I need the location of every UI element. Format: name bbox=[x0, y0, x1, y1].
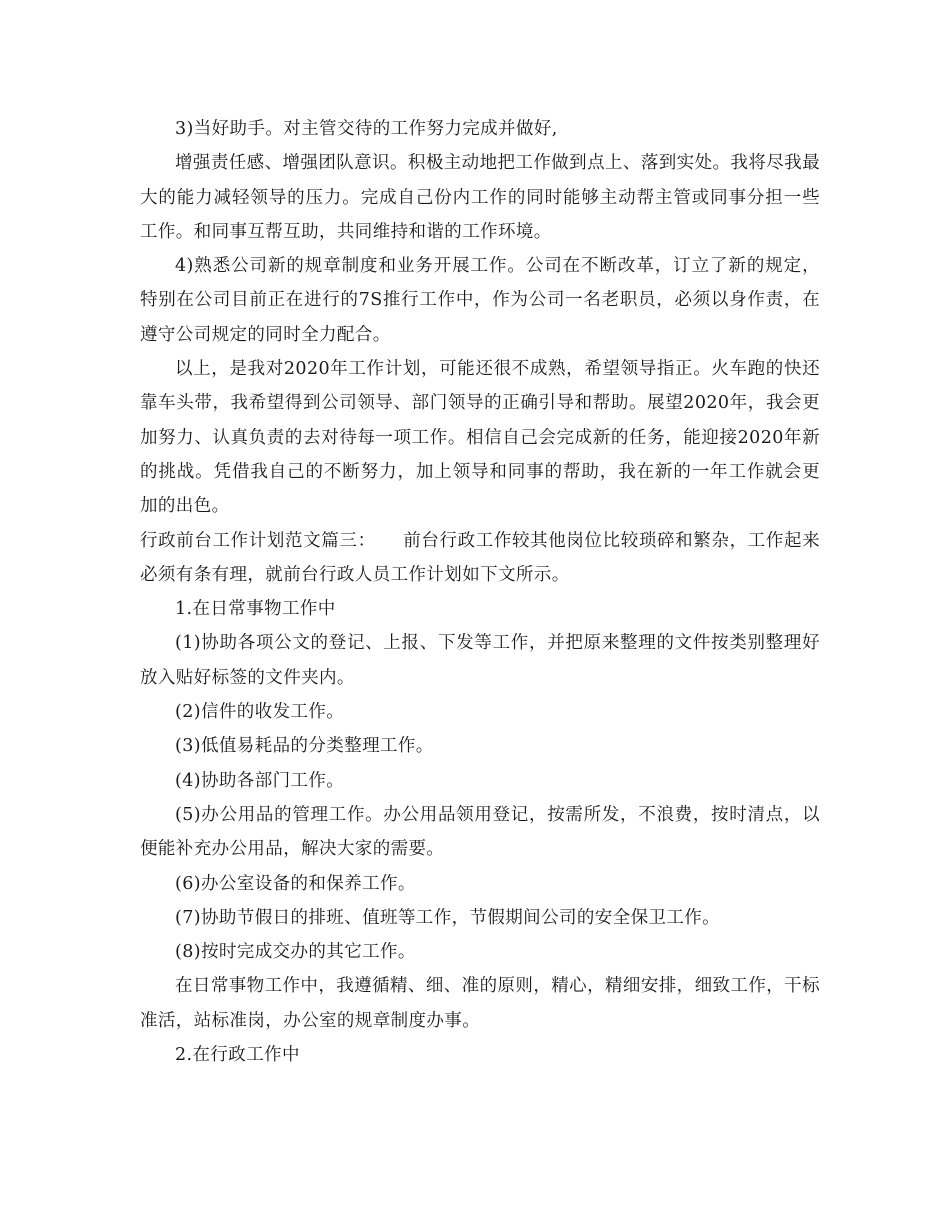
paragraph-principles: 在日常事物工作中，我遵循精、细、准的原则，精心，精细安排，细致工作，干标准活，站标准岗，办公室的规章制度办事。 bbox=[140, 976, 820, 1031]
list-item: (3)低值易耗品的分类整理工作。 bbox=[175, 736, 434, 757]
paragraph-item-4: 4)熟悉公司新的规章制度和业务开展工作。公司在不断改革，订立了新的规定，特别在公司目前正在进行的7S推行工作中，作为公司一名老职员，必须以身作责，在遵守公司规定的同时全力配合。 bbox=[140, 256, 820, 345]
paragraph-team-awareness: 增强责任感、增强团队意识。积极主动地把工作做到点上、落到实处。我将尽我最大的能力减轻领导的压力。完成自己份内工作的同时能够主动帮主管或同事分担一些工作。和同事互帮互助，共同维持和谐的工作环境。 bbox=[140, 153, 820, 242]
list-item: (5)办公用品的管理工作。办公用品领用登记，按需所发，不浪费，按时清点，以便能补充办公用品，解决大家的需要。 bbox=[140, 804, 820, 860]
paragraph-item-3: 3)当好助手。对主管交待的工作努力完成并做好, bbox=[175, 119, 558, 139]
paragraph-subheading-2: 2.在行政工作中 bbox=[175, 1045, 300, 1066]
list-item: (8)按时完成交办的其它工作。 bbox=[175, 942, 416, 963]
list-item: (7)协助节假日的排班、值班等工作，节假期间公司的安全保卫工作。 bbox=[175, 907, 721, 928]
list-item: (6)办公室设备的和保养工作。 bbox=[175, 873, 416, 894]
paragraph-section-heading: 行政前台工作计划范文篇三： 前台行政工作较其他岗位比较琐碎和繁杂，工作起来必须有条有理，就前台行政人员工作计划如下文所示。 bbox=[140, 530, 820, 585]
list-item: (4)协助各部门工作。 bbox=[175, 770, 345, 791]
list-item: (2)信件的收发工作。 bbox=[175, 702, 345, 723]
list-item: (1)协助各项公文的登记、上报、下发等工作，并把原来整理的文件按类别整理好放入贴好标签的文件夹内。 bbox=[140, 633, 820, 688]
paragraph-subheading-1: 1.在日常事物工作中 bbox=[175, 599, 336, 620]
document-body bbox=[140, 112, 820, 1072]
paragraph-conclusion: 以上，是我对2020年工作计划，可能还很不成熟，希望领导指正。火车跑的快还靠车头带，我希望得到公司领导、部门领导的正确引导和帮助。展望2020年，我会更加努力、认真负责的去对待每一项工作。相信自己会完成新的任务，能迎接2020年新的挑战。凭借我自己的不断努力，加上领导和同事的帮助，我在新的一年工作就会更加的出色。 bbox=[140, 359, 820, 517]
